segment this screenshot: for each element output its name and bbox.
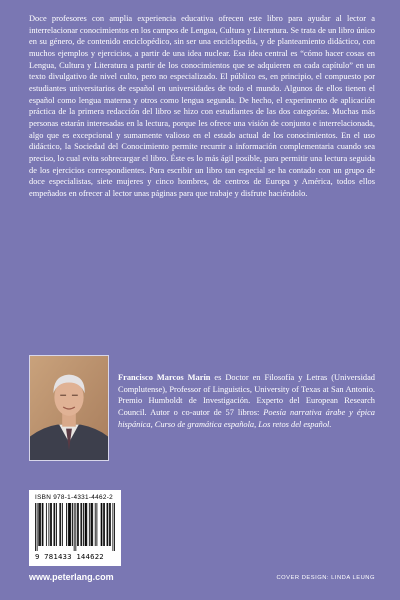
author-works: Poesía narrativa árabe y épica hispánica, Curso de gramática española, Los retos del español.	[118, 407, 375, 429]
barcode-bar	[85, 503, 86, 546]
barcode-bar	[50, 503, 51, 546]
barcode-box	[29, 490, 121, 566]
barcode-bar	[89, 503, 90, 546]
barcode-bar	[56, 503, 57, 546]
barcode-bar	[59, 503, 60, 546]
barcode-bar	[70, 503, 71, 546]
barcode-bar	[43, 503, 44, 546]
barcode-bar	[60, 503, 61, 546]
cover-design-credit: COVER DESIGN: LINDA LEUNG	[276, 575, 375, 581]
barcode-bar	[86, 503, 87, 546]
isbn-text: ISBN 978-1-4331-4462-2	[35, 494, 114, 501]
barcode-bar	[42, 503, 43, 546]
barcode-bar	[102, 503, 103, 546]
barcode-bar	[112, 503, 113, 551]
barcode-bar	[40, 503, 41, 546]
barcode-image	[35, 503, 115, 551]
author-bio-text: es Doctor en Filosofía y Letras (Universidad Complutense), Professor of Linguistics, University of Texas at San Antonio. Premio Humboldt de Investigación. Experto del European Research Council. Autor o co-autor de 57 libros:	[118, 373, 375, 417]
barcode-bar	[114, 503, 115, 551]
ean-digits: 9 781433 144622	[35, 552, 104, 561]
barcode-bar	[70, 503, 71, 546]
barcode-bar	[110, 503, 111, 546]
barcode-bar	[104, 503, 105, 546]
barcode-bar	[80, 503, 81, 546]
barcode-bar	[46, 503, 47, 546]
barcode-bar	[66, 503, 67, 546]
barcode-bar	[35, 503, 36, 551]
barcode-bar	[107, 503, 108, 546]
barcode-bar	[54, 503, 55, 546]
barcode-bar	[51, 503, 52, 546]
barcode-bar	[38, 503, 39, 546]
barcode-bar	[101, 503, 102, 546]
barcode-bar	[92, 503, 93, 546]
barcode-bar	[83, 503, 84, 546]
barcode-bar	[95, 503, 96, 546]
author-photo	[29, 355, 109, 461]
barcode-bar	[96, 503, 97, 546]
barcode-bar	[109, 503, 110, 546]
barcode-bar	[54, 503, 55, 546]
publisher-website: www.peterlang.com	[29, 572, 114, 582]
barcode-bar	[75, 503, 76, 551]
author-portrait-image	[30, 356, 108, 460]
barcode-bar	[78, 503, 79, 546]
barcode-bar	[69, 503, 70, 546]
barcode-bar	[68, 503, 69, 546]
barcode-bar	[37, 503, 38, 551]
barcode-bar	[77, 503, 78, 546]
barcode-bar	[39, 503, 40, 546]
author-name: Francisco Marcos Marín	[118, 373, 211, 382]
barcode-bar	[91, 503, 92, 546]
barcode-bar	[86, 503, 87, 546]
author-bio	[118, 372, 375, 430]
barcode-bar	[62, 503, 63, 546]
barcode-bar	[103, 503, 104, 546]
barcode-bar	[107, 503, 108, 546]
barcode-bar	[81, 503, 82, 546]
barcode-bar	[91, 503, 92, 546]
barcode-bar	[74, 503, 75, 551]
back-cover-blurb: Doce profesores con amplia experiencia educativa ofrecen este libro para ayudar al lector a interrelacionar conocimientos en los campos de Lengua, Cultura y Literatura. Se trata de un libro único en su género, de contenido enciclopédico, sin ser una enciclopedia, y de planteamiento didáctico, con muchos ejemplos y ejercicios, a partir de una idea nuclear. Esa idea central es “cómo hacer cosas en Lengua, Cultura y Literatura a partir de los conocimientos que se adquieren en cada capítulo” en un texto divulgativo de nivel culto, pero no especializado. El público es, en principio, el compuesto por estudiantes universitarios de español en universidades de todo el mundo. Algunos de ellos tienen el español como lengua materna y otros como lengua segunda. De hecho, el experimento de aplicación práctica de la primera redacción del libro se hizo con estudiantes de las dos categorías. Muchas más personas estarán interesadas en la lectura, porque les ofrece una visión de conjunto e interrelacionada, algo que es excepcional y sumamente valioso en el estado actual de los conocimientos. En el uso didáctico, la Sociedad del Conocimiento permite recurrir a información complementaria cuando sea preciso, lo cual evita sobrecargar el libro. Éste es lo más ágil posible, para permitir una lectura seguida de los ejercicios correspondientes. Para escribir un libro tan especial se ha contado con un grupo de doce especialistas, siete mujeres y cinco hombres, de centros de Europa y América, todos ellos empeñados en ofrecer al lector unas páginas para que trabaje y disfrute haciéndolo.	[29, 14, 375, 198]
barcode-bar	[48, 503, 49, 546]
barcode-bar	[72, 503, 73, 546]
